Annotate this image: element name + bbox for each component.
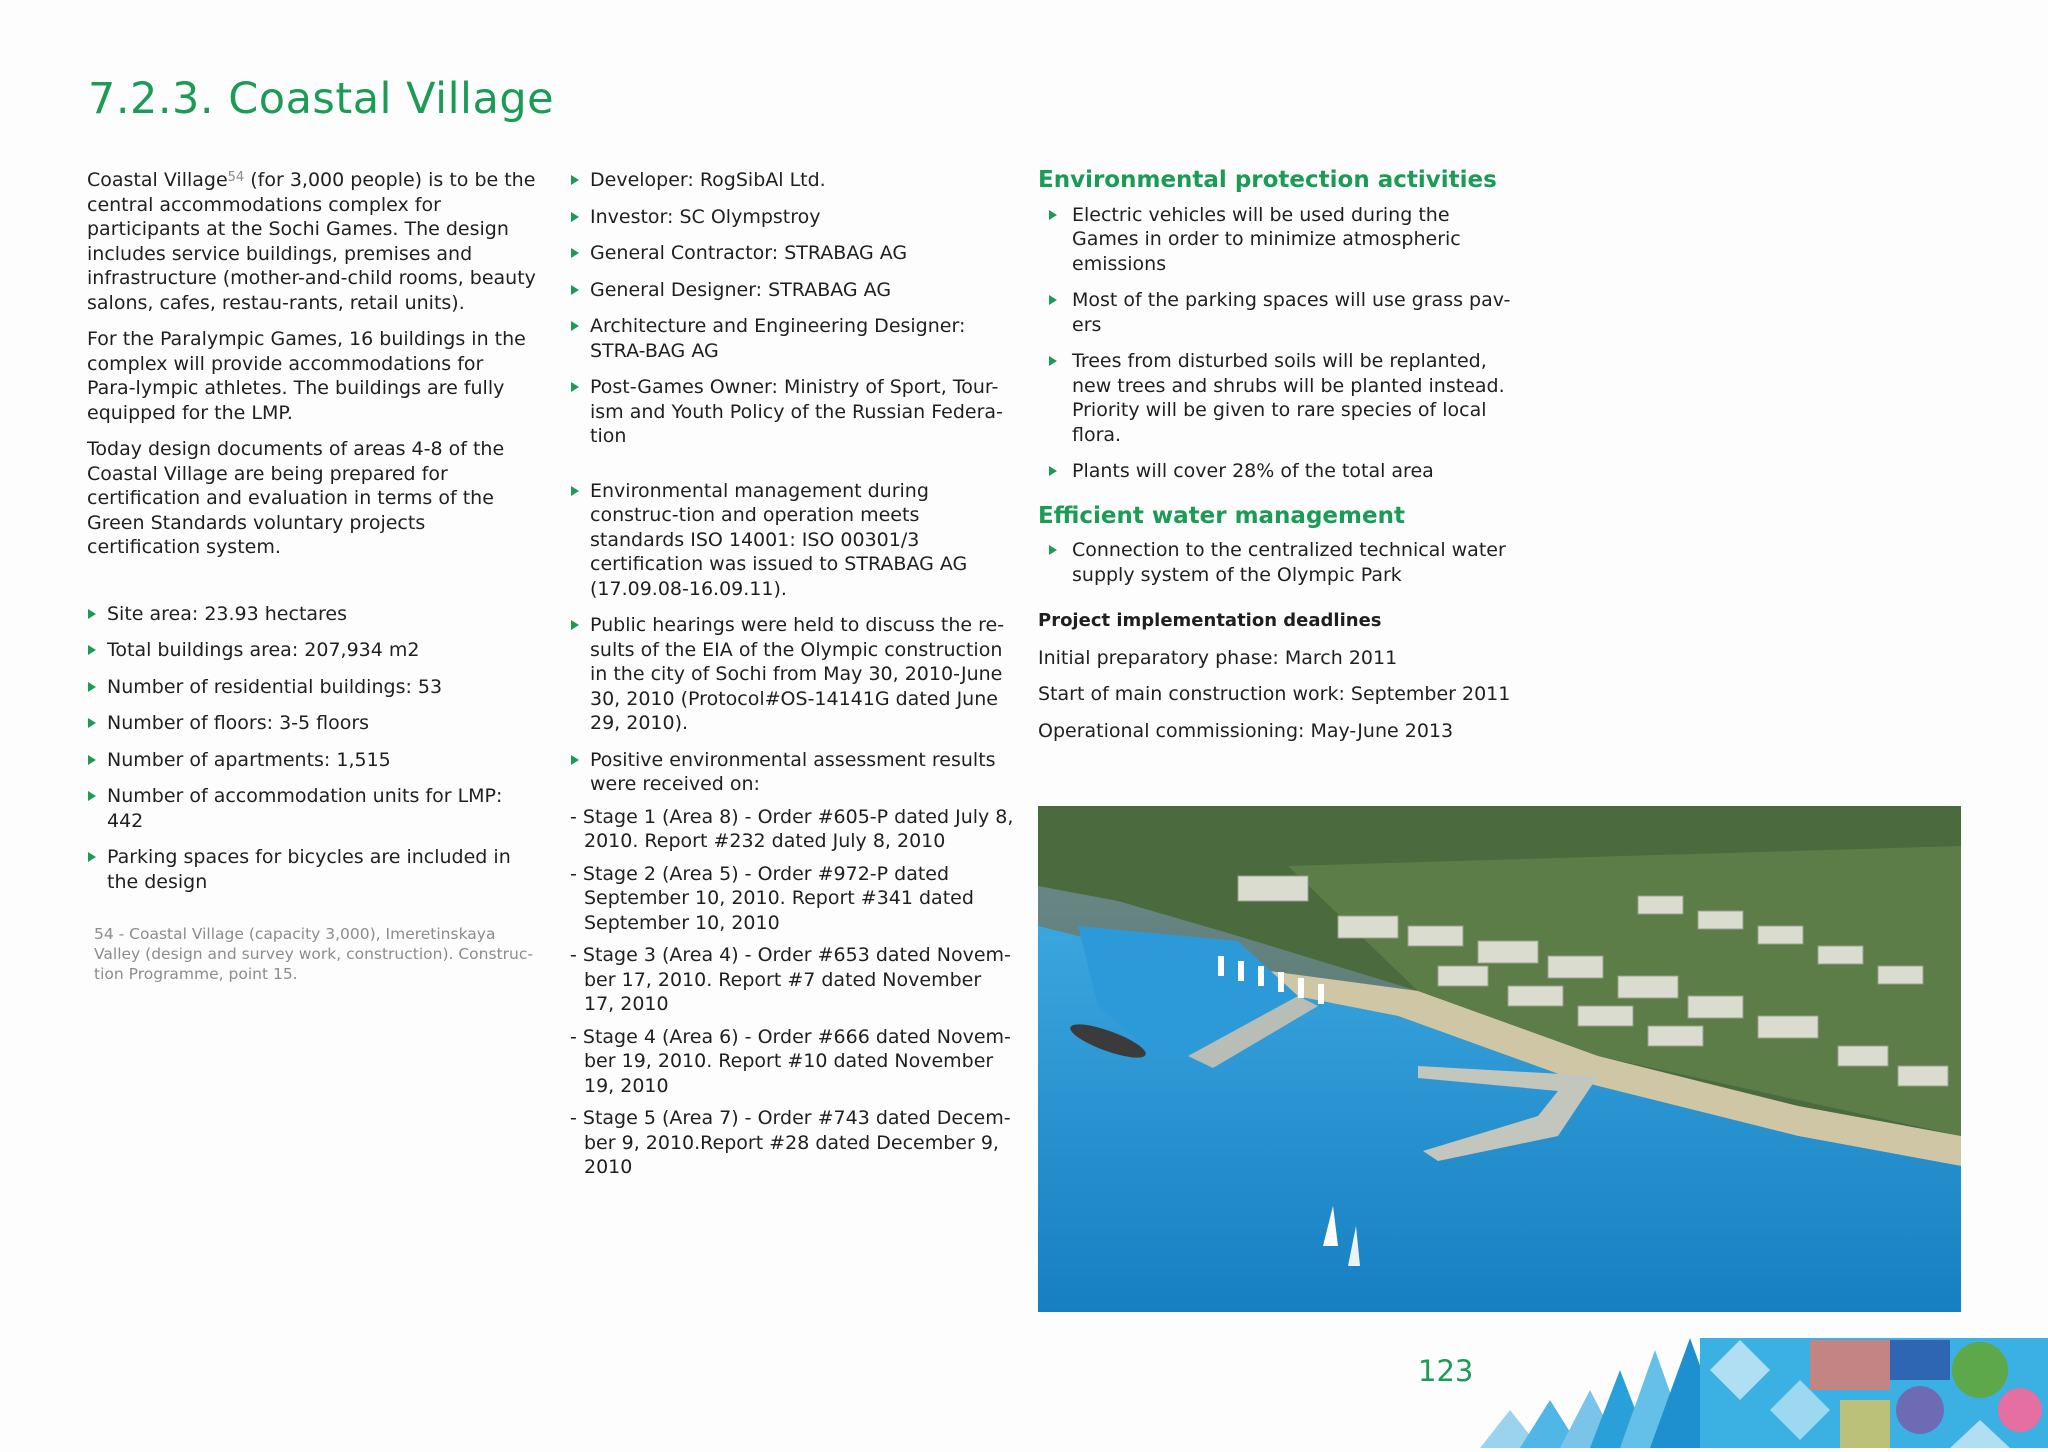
list-item: Post-Games Owner: Ministry of Sport, Tour-ism and Youth Policy of the Russian Federa-tion [570, 375, 1015, 449]
deadlines-heading: Project implementation deadlines [1038, 610, 1382, 631]
bullet-arrow-icon [88, 791, 96, 801]
list-item: Total buildings area: 207,934 m2 [87, 638, 537, 663]
bullet-arrow-icon [571, 486, 579, 496]
bullet-arrow-icon [571, 755, 579, 765]
list-item: Number of accommodation units for LMP: 442 [87, 784, 537, 833]
list-item: Parking spaces for bicycles are included in the design [87, 845, 537, 894]
bullet-arrow-icon [88, 645, 96, 655]
bullet-arrow-icon [88, 609, 96, 619]
page-title: 7.2.3. Coastal Village [88, 74, 555, 124]
column-project-details [570, 168, 1015, 1188]
stakeholders-list [570, 168, 1015, 449]
bullet-arrow-icon [571, 321, 579, 331]
list-item: Plants will cover 28% of the total area [1048, 459, 1513, 484]
bullet-arrow-icon [571, 212, 579, 222]
bullet-arrow-icon [88, 682, 96, 692]
bullet-arrow-icon [571, 248, 579, 258]
bullet-arrow-icon [1049, 466, 1057, 476]
deadline-item: Start of main construction work: September 2011 [1038, 683, 1511, 705]
site-facts-list [87, 602, 537, 895]
bullet-arrow-icon [88, 718, 96, 728]
intro-paragraph [87, 168, 537, 315]
deadline-item: Operational commissioning: May-June 2013 [1038, 719, 1454, 742]
stage-item: - Stage 2 (Area 5) - Order #972-P dated September 10, 2010. Report #341 dated September 10, 2010 [570, 862, 974, 934]
intro-text-start: Coastal Village [87, 169, 228, 191]
bullet-arrow-icon [571, 175, 579, 185]
bullet-arrow-icon [1049, 545, 1057, 555]
list-item: Public hearings were held to discuss the re-sults of the EIA of the Olympic construction in the city of Sochi from May 30, 2010-June 30, 2010 (Protocol#OS-14141G dated June 29, 2010). [570, 613, 1015, 736]
paralympic-paragraph: For the Paralympic Games, 16 buildings in the complex will provide accommodations for Para-lympic athletes. The buildings are fully equipped for the LMP. [87, 328, 526, 424]
deadline-item: Initial preparatory phase: March 2011 [1038, 646, 1398, 669]
list-item: Trees from disturbed soils will be replanted, new trees and shrubs will be planted instead. Priority will be given to rare species of local flora. [1048, 349, 1513, 447]
bullet-arrow-icon [571, 620, 579, 630]
footnote: 54 - Coastal Village (capacity 3,000), Imeretinskaya Valley (design and survey work, construction). Construc-tion Programme, point 15. [94, 925, 533, 983]
water-management-heading: Efficient water management [1038, 502, 1405, 529]
bullet-arrow-icon [88, 852, 96, 862]
list-item: Number of floors: 3-5 floors [87, 711, 537, 736]
list-item: Architecture and Engineering Designer: STRA-BAG AG [570, 314, 1015, 363]
list-item: Developer: RogSibAl Ltd. [570, 168, 1015, 193]
intro-text-rest: (for 3,000 people) is to be the central accommodations complex for participants at the Sochi Games. The design includes service buildings, premises and infrastructure (mother-and-child rooms, beauty salons, cafes, restau-rants, retail units). [87, 169, 536, 314]
assessment-stages-list [570, 805, 1015, 1180]
stage-item: - Stage 5 (Area 7) - Order #743 dated Decem-ber 9, 2010.Report #28 dated December 9, 2010 [570, 1107, 1011, 1178]
stage-item: - Stage 3 (Area 4) - Order #653 dated Novem-ber 17, 2010. Report #7 dated November 17, 2010 [570, 944, 1011, 1015]
stage-item: - Stage 1 (Area 8) - Order #605-P dated July 8, 2010. Report #232 dated July 8, 2010 [570, 805, 1014, 852]
list-item: Investor: SC Olympstroy [570, 205, 1015, 230]
bullet-arrow-icon [1049, 295, 1057, 305]
stage-item: - Stage 4 (Area 6) - Order #666 dated Novem-ber 19, 2010. Report #10 dated November 19, 2010 [570, 1025, 1011, 1097]
coastal-village-aerial-image [1038, 806, 1961, 1312]
environmental-heading: Environmental protection activities [1038, 167, 1497, 193]
list-item: Number of residential buildings: 53 [87, 675, 537, 700]
column-environment [1038, 168, 1513, 755]
list-item: Positive environmental assessment results were received on: [570, 748, 1015, 797]
list-item: Site area: 23.93 hectares [87, 602, 537, 627]
bullet-arrow-icon [88, 755, 96, 765]
column-intro [87, 168, 537, 984]
bullet-arrow-icon [1049, 356, 1057, 366]
list-item: Environmental management during construc-tion and operation meets standards ISO 14001: ISO 00301/3 certification was issued to STRABAG AG (17.09.08-16.09.11). [570, 479, 1015, 602]
list-item: General Contractor: STRABAG AG [570, 241, 1015, 266]
environmental-activities-list [1038, 203, 1513, 484]
certification-paragraph: Today design documents of areas 4-8 of the Coastal Village are being prepared for certification and evaluation in terms of the Green Standards voluntary projects certification system. [87, 438, 505, 558]
list-item: Most of the parking spaces will use grass pav-ers [1048, 288, 1513, 337]
decorative-patchwork-pattern [1480, 1330, 2048, 1448]
bullet-arrow-icon [1049, 210, 1057, 220]
list-item: Electric vehicles will be used during the Games in order to minimize atmospheric emissions [1048, 203, 1513, 277]
water-management-list [1038, 538, 1513, 587]
bullet-arrow-icon [571, 285, 579, 295]
bullet-arrow-icon [571, 382, 579, 392]
environmental-compliance-list [570, 479, 1015, 797]
footnote-reference[interactable]: 54 [227, 170, 245, 185]
list-item: General Designer: STRABAG AG [570, 278, 1015, 303]
list-item: Number of apartments: 1,515 [87, 748, 537, 773]
page-number: 123 [1418, 1354, 1474, 1388]
list-item: Connection to the centralized technical water supply system of the Olympic Park [1048, 538, 1513, 587]
